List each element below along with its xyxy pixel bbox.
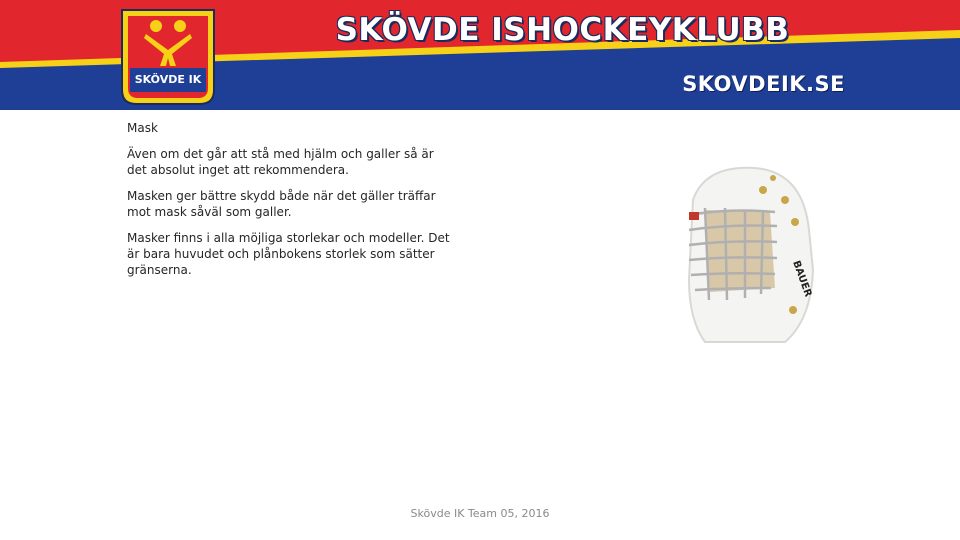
goalie-mask-image [675,160,815,345]
slide-content [127,120,457,288]
club-logo-text: SKÖVDE IK [134,73,202,86]
slide-heading: Mask [127,121,158,135]
mask-brand-text: BAUER [790,259,814,299]
paragraph-2: Masken ger bättre skydd både när det gäller träffar mot mask såväl som galler. [127,189,436,219]
paragraph-3: Masker finns i alla möjliga storlekar och modeller. Det är bara huvudet och plånbokens storlek som sätter gränserna. [127,231,450,277]
slide-footer: Skövde IK Team 05, 2016 [410,507,550,520]
club-website-link[interactable]: SKOVDEIK.SE [682,72,845,96]
paragraph-1: Även om det går att stå med hjälm och galler så är det absolut inget att rekommendera. [127,147,434,177]
club-name-title: SKÖVDE ISHOCKEYKLUBB [335,12,790,48]
club-logo [118,6,218,106]
goalie-mask-icon [675,160,815,345]
